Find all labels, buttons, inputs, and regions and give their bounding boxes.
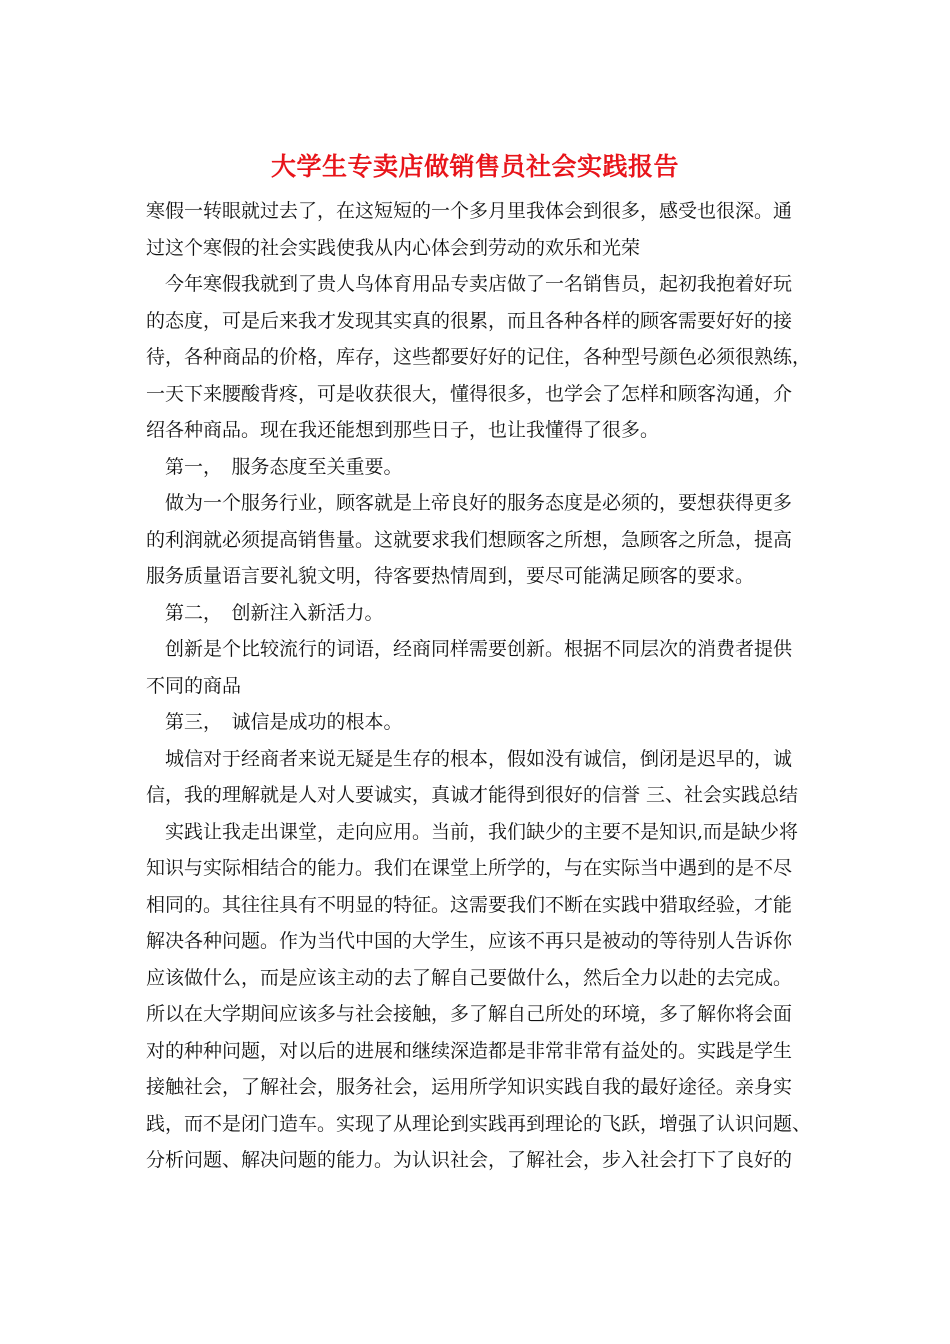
text-line: 解决各种问题。作为当代中国的大学生，应该不再只是被动的等待别人告诉你	[146, 930, 793, 952]
text-line: 知识与实际相结合的能力。我们在课堂上所学的，与在实际当中遇到的是不尽	[146, 857, 793, 879]
text-line: 今年寒假我就到了贵人鸟体育用品专卖店做了一名销售员，起初我抱着好玩	[165, 273, 793, 295]
text-line: 的态度，可是后来我才发现其实真的很累，而且各种各样的顾客需要好好的接	[146, 309, 793, 332]
document-title: 大学生专卖店做销售员社会实践报告	[270, 152, 679, 181]
document-body	[146, 193, 814, 1179]
text-line: 不同的商品	[146, 674, 242, 697]
text-line: 所以在大学期间应该多与社会接触，多了解自己所处的环境，多了解你将会面	[146, 1003, 793, 1025]
text-line: 做为一个服务行业，顾客就是上帝良好的服务态度是必须的，要想获得更多	[165, 492, 793, 514]
text-line: 过这个寒假的社会实践使我从内心体会到劳动的欢乐和光荣	[146, 236, 641, 259]
text-line: 信，我的理解就是人对人要诚实，真诚才能得到很好的信誉 三、社会实践总结	[146, 784, 799, 806]
text-line: 应该做什么，而是应该主动的去了解自己要做什么，然后全力以赴的去完成。	[146, 966, 793, 989]
text-line: 实践让我走出课堂，走向应用。当前，我们缺少的主要不是知识,而是缺少将	[165, 820, 799, 843]
text-line: 相同的。其往往具有不明显的特征。这需要我们不断在实践中猎取经验，才能	[146, 893, 793, 916]
text-line: 城信对于经商者来说无疑是生存的根本，假如没有诚信，倒闭是迟早的，诚	[165, 747, 793, 770]
text-line: 第三， 诚信是成功的根本。	[165, 711, 403, 733]
text-line: 待，各种商品的价格，库存，这些都要好好的记住，各种型号颜色必须很熟练，	[146, 346, 812, 368]
text-line: 对的种种问题，对以后的进展和继续深造都是非常非常有益处的。实践是学生	[146, 1039, 793, 1062]
text-line: 第二， 创新注入新活力。	[165, 601, 384, 624]
text-line: 绍各种商品。现在我还能想到那些日子，也让我懂得了很多。	[146, 419, 660, 441]
text-line: 分析问题、解决问题的能力。为认识社会，了解社会，步入社会打下了良好的	[146, 1149, 793, 1171]
text-line: 第一， 服务态度至关重要。	[165, 455, 403, 478]
text-line: 创新是个比较流行的词语，经商同样需要创新。根据不同层次的消费者提供	[165, 638, 793, 660]
text-line: 的利润就必须提高销售量。这就要求我们想顾客之所想，急顾客之所急，提高	[146, 528, 793, 551]
text-line: 服务质量语言要礼貌文明，待客要热情周到，要尽可能满足顾客的要求。	[146, 565, 755, 587]
text-line: 接触社会，了解社会，服务社会，运用所学知识实践自我的最好途径。亲身实	[146, 1076, 793, 1098]
text-line: 寒假一转眼就过去了，在这短短的一个多月里我体会到很多，感受也很深。通	[146, 200, 793, 222]
text-line: 践，而不是闭门造车。实现了从理论到实践再到理论的飞跃，增强了认识问题、	[146, 1112, 812, 1135]
text-line: 一天下来腰酸背疼，可是收获很大，懂得很多，也学会了怎样和顾客沟通，介	[146, 382, 793, 405]
